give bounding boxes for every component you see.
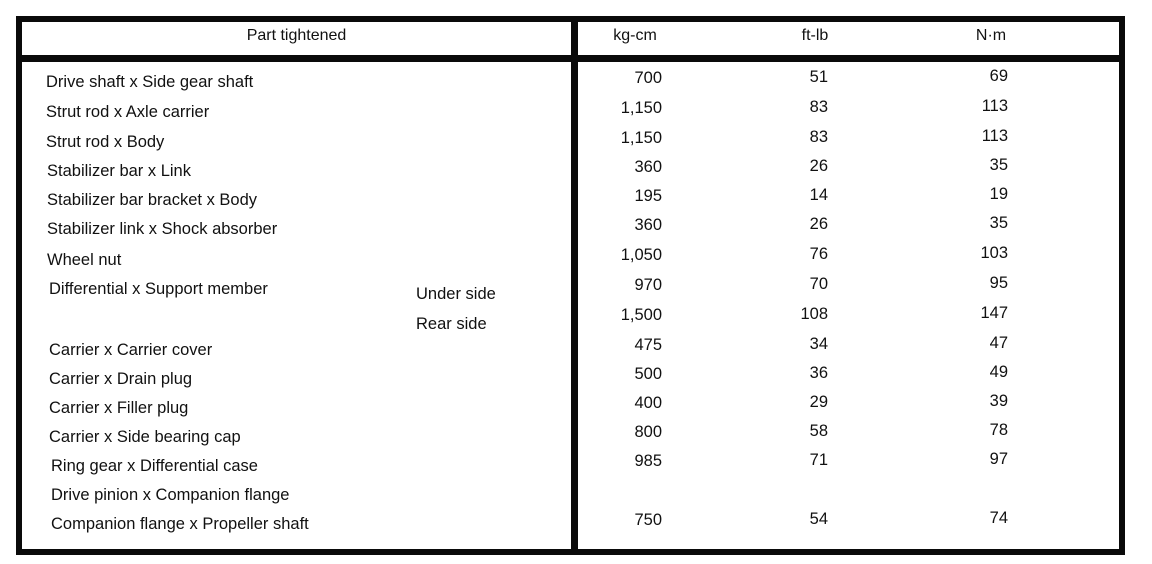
row-part-tightened: Ring gear x Differential case — [51, 457, 258, 475]
row-value-ft-lb: 29 — [809, 393, 828, 411]
row-part-tightened: Carrier x Filler plug — [49, 399, 189, 417]
row-value-kg-cm: 970 — [634, 276, 662, 294]
row-value-n-m: 103 — [980, 244, 1008, 262]
row-value-kg-cm: 475 — [634, 336, 662, 354]
row-part-tightened: Stabilizer bar x Link — [47, 162, 191, 180]
row-value-ft-lb: 34 — [809, 335, 828, 353]
row-part-tightened: Wheel nut — [47, 251, 122, 269]
header-kg-cm: kg-cm — [613, 27, 657, 44]
row-value-n-m: 74 — [989, 509, 1008, 527]
row-value-kg-cm: 400 — [634, 394, 662, 412]
row-value-n-m: 97 — [989, 450, 1008, 468]
row-value-kg-cm: 1,050 — [620, 246, 662, 264]
row-value-ft-lb: 26 — [809, 157, 828, 175]
row-value-ft-lb: 36 — [809, 364, 828, 382]
row-value-n-m: 39 — [989, 392, 1008, 410]
row-part-tightened: Carrier x Side bearing cap — [49, 428, 241, 446]
row-value-n-m: 49 — [989, 363, 1008, 381]
row-value-ft-lb: 54 — [809, 510, 828, 528]
row-part-tightened: Drive pinion x Companion flange — [51, 486, 290, 504]
row-value-kg-cm: 500 — [634, 365, 662, 383]
row-part-tightened: Carrier x Carrier cover — [49, 341, 213, 359]
row-part-tightened: Stabilizer bar bracket x Body — [47, 191, 258, 209]
row-value-ft-lb: 76 — [809, 245, 828, 263]
row-value-ft-lb: 83 — [809, 98, 828, 116]
row-condition: Rear side — [416, 315, 487, 333]
row-part-tightened: Strut rod x Axle carrier — [46, 103, 210, 121]
row-value-ft-lb: 70 — [809, 275, 828, 293]
row-value-n-m: 147 — [980, 304, 1008, 322]
header-part-tightened: Part tightened — [246, 27, 347, 44]
row-value-ft-lb: 58 — [809, 422, 828, 440]
row-value-ft-lb: 14 — [809, 186, 828, 204]
row-part-tightened: Drive shaft x Side gear shaft — [46, 73, 254, 91]
row-value-kg-cm: 1,500 — [620, 306, 662, 324]
row-value-n-m: 35 — [989, 214, 1008, 232]
header-divider-left — [16, 55, 577, 62]
row-value-n-m: 95 — [989, 274, 1008, 292]
header-divider-right — [572, 55, 1125, 62]
row-value-kg-cm: 700 — [634, 69, 662, 87]
row-part-tightened: Differential x Support member — [49, 280, 268, 298]
row-value-n-m: 78 — [989, 421, 1008, 439]
row-part-tightened: Carrier x Drain plug — [49, 370, 193, 388]
row-value-kg-cm: 360 — [634, 158, 662, 176]
header-n-m: N·m — [975, 27, 1007, 44]
row-value-n-m: 69 — [989, 67, 1008, 85]
row-value-kg-cm: 360 — [634, 216, 662, 234]
row-value-ft-lb: 83 — [809, 128, 828, 146]
row-value-n-m: 113 — [981, 127, 1008, 145]
row-value-ft-lb: 51 — [809, 68, 828, 86]
row-part-tightened: Companion flange x Propeller shaft — [51, 515, 309, 533]
row-value-kg-cm: 1,150 — [620, 99, 662, 117]
row-value-ft-lb: 71 — [809, 451, 828, 469]
row-part-tightened: Stabilizer link x Shock absorber — [47, 220, 278, 238]
row-value-n-m: 35 — [989, 156, 1008, 174]
row-part-tightened: Strut rod x Body — [46, 133, 165, 151]
row-value-n-m: 19 — [989, 185, 1008, 203]
row-condition: Under side — [416, 285, 496, 303]
row-value-n-m: 47 — [989, 334, 1008, 352]
row-value-kg-cm: 800 — [634, 423, 662, 441]
row-value-ft-lb: 26 — [809, 215, 828, 233]
row-value-kg-cm: 195 — [634, 187, 662, 205]
row-value-kg-cm: 1,150 — [620, 129, 662, 147]
row-value-ft-lb: 108 — [800, 305, 828, 323]
header-ft-lb: ft-lb — [801, 27, 829, 44]
row-value-kg-cm: 750 — [634, 511, 662, 529]
row-value-n-m: 113 — [981, 97, 1008, 115]
row-value-kg-cm: 985 — [634, 452, 662, 470]
